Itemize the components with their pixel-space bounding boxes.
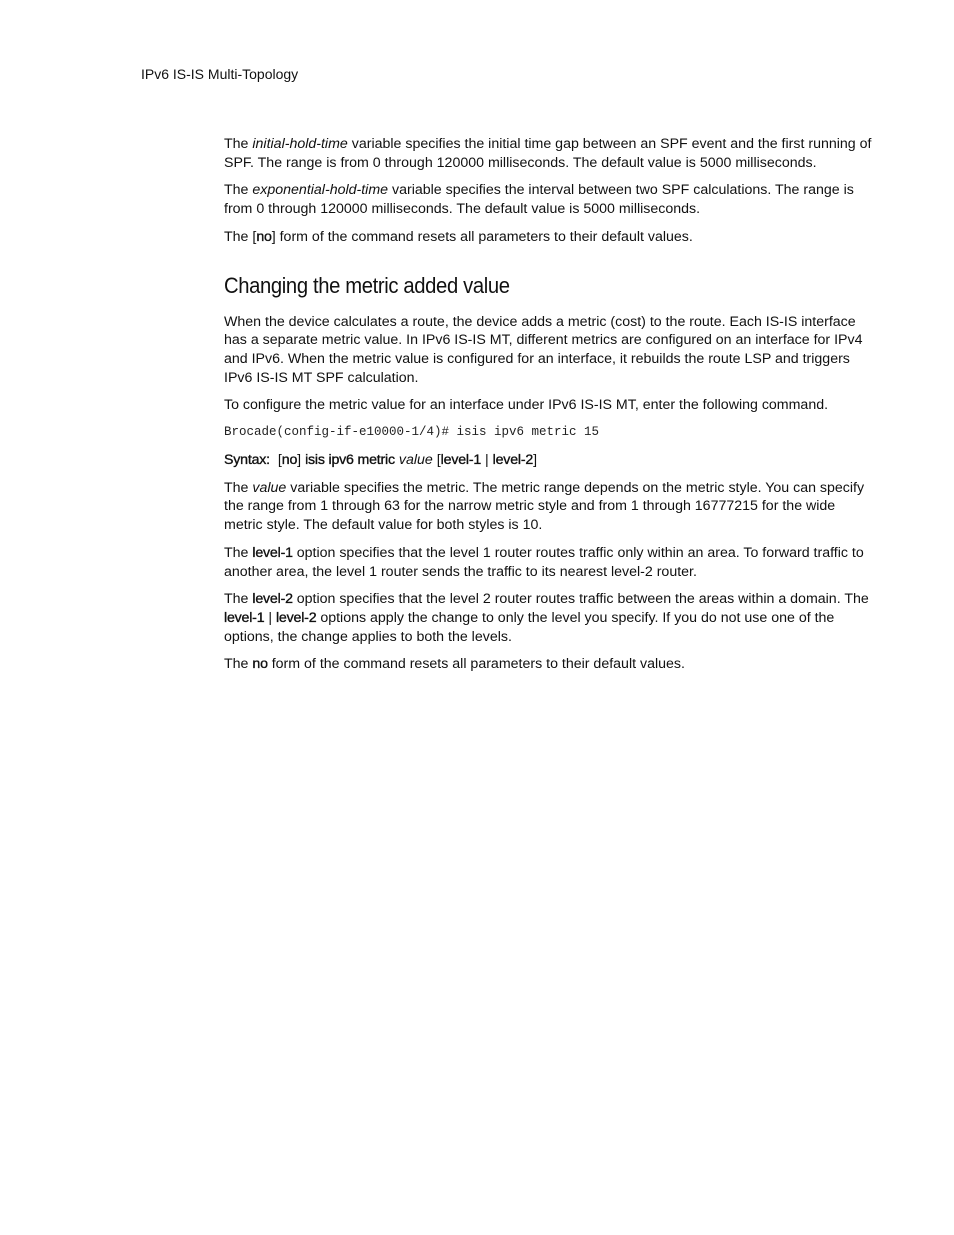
text-run: form of the command resets all parameters to their default values. <box>267 656 685 673</box>
bracket: [ <box>436 452 441 469</box>
keyword: no <box>281 452 298 469</box>
text-run: ] form of the command resets all parameters to their default values. <box>271 228 693 245</box>
variable-name: exponential-hold-time <box>252 182 389 199</box>
text-run: The <box>224 591 253 608</box>
level-2-paragraph <box>224 590 874 646</box>
text-run: option specifies that the level 1 router routes traffic only within an area. To forward traffic to another area, the level 1 router sends the traffic to its nearest level-2 router. <box>224 544 864 580</box>
initial-hold-time-paragraph <box>224 135 874 172</box>
text-run: options apply the change to only the level you specify. If you do not use one of the options, the change applies to both the levels. <box>224 609 835 645</box>
text-run: The [ <box>224 228 257 245</box>
text-run: The <box>224 544 253 561</box>
variable-name: value <box>398 452 433 469</box>
text-run: The <box>224 182 253 199</box>
bracket: ] <box>533 452 538 469</box>
no-form-reset-paragraph <box>224 655 874 674</box>
bracket: ] <box>297 452 302 469</box>
keyword: level-2 <box>252 591 293 608</box>
text-run: The <box>224 479 253 496</box>
syntax-label: Syntax: <box>224 452 270 469</box>
text-run: option specifies that the level 2 router routes traffic between the areas within a domain. The <box>292 591 869 608</box>
text-run: variable specifies the initial time gap between an SPF event and the first running of SPF. The range is from 0 through 120000 milliseconds. The default value is 5000 milliseconds. <box>224 136 872 171</box>
text-run: variable specifies the metric. The metric range depends on the metric style. You can specify the range from 1 through 63 for the narrow metric style and from 1 through 16777215 for the wide metric style. The default value for both styles is 10. <box>224 479 865 534</box>
keyword: level-1 <box>252 544 293 561</box>
exponential-hold-time-paragraph <box>224 181 874 218</box>
syntax-line <box>224 451 874 470</box>
command-keyword: isis ipv6 metric <box>305 452 395 469</box>
level-1-paragraph <box>224 544 874 581</box>
cli-example: Brocade(config-if-e10000-1/4)# isis ipv6 metric 15 <box>224 425 600 440</box>
page-content <box>224 135 874 683</box>
keyword: level-1 <box>224 609 265 626</box>
keyword: no <box>256 228 272 245</box>
keyword: no <box>252 656 268 673</box>
running-header: IPv6 IS-IS Multi-Topology <box>141 66 299 82</box>
text-run: The <box>224 656 253 673</box>
separator: | <box>481 452 493 469</box>
variable-name: value <box>252 479 287 496</box>
section-heading: Changing the metric added value <box>224 272 510 298</box>
value-paragraph <box>224 479 874 535</box>
metric-intro-paragraph: When the device calculates a route, the device adds a metric (cost) to the route. Each IS-IS interface has a separate metric value. In IPv6 IS-IS MT, different metrics are configured on an interface for IPv4 and IPv6. When the metric value is configured for an interface, it rebuilds the route LSP and triggers IPv6 IS-IS MT SPF calculation. <box>224 313 863 386</box>
keyword: level-1 <box>440 452 482 469</box>
text-run: The <box>224 136 253 152</box>
configure-instruction-paragraph: To configure the metric value for an interface under IPv6 IS-IS MT, enter the following command. <box>224 397 829 414</box>
no-form-paragraph <box>224 228 874 247</box>
separator: | <box>264 609 276 626</box>
variable-name: initial-hold-time <box>252 136 348 152</box>
keyword: level-2 <box>275 609 317 626</box>
keyword: level-2 <box>492 452 534 469</box>
bracket: [ <box>277 452 282 469</box>
text-run: variable specifies the interval between two SPF calculations. The range is from 0 through 120000 milliseconds. The default value is 5000 milliseconds. <box>224 182 854 218</box>
